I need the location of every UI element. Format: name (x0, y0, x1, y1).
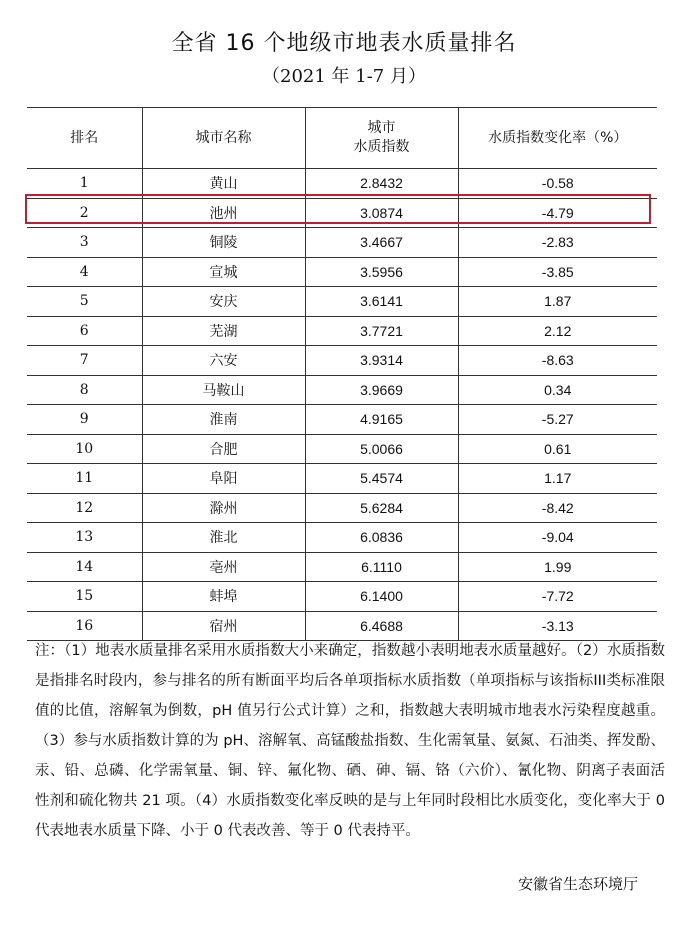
table-row (27, 464, 657, 494)
change-rate-cell: -3.13 (458, 611, 657, 641)
table-row (27, 552, 657, 582)
table-header-row (27, 108, 657, 169)
table-row (27, 198, 657, 228)
change-rate-cell: 1.17 (458, 464, 657, 494)
rank-cell: 14 (27, 552, 142, 582)
change-rate-cell: 1.87 (458, 287, 657, 317)
city-cell: 马鞍山 (142, 375, 305, 405)
city-cell: 安庆 (142, 287, 305, 317)
change-rate-cell: 2.12 (458, 316, 657, 346)
water-index-cell: 6.0836 (305, 523, 458, 553)
rank-cell: 10 (27, 434, 142, 464)
water-index-cell: 5.0066 (305, 434, 458, 464)
table-row (27, 582, 657, 612)
rank-cell: 16 (27, 611, 142, 641)
rank-cell: 13 (27, 523, 142, 553)
rank-cell: 9 (27, 405, 142, 435)
issuer-signature: 安徽省生态环境厅 (517, 875, 638, 893)
rank-cell: 12 (27, 493, 142, 523)
rank-cell: 11 (27, 464, 142, 494)
city-cell: 黄山 (142, 169, 305, 199)
water-index-cell: 3.6141 (305, 287, 458, 317)
city-cell: 淮南 (142, 405, 305, 435)
table-row (27, 346, 657, 376)
table-row (27, 375, 657, 405)
header-index-line1: 城市 (367, 120, 396, 136)
table-row (27, 493, 657, 523)
header-rank: 排名 (27, 108, 142, 169)
city-cell: 淮北 (142, 523, 305, 553)
water-index-cell: 3.9669 (305, 375, 458, 405)
city-cell: 铜陵 (142, 228, 305, 258)
rank-cell: 6 (27, 316, 142, 346)
city-cell: 阜阳 (142, 464, 305, 494)
change-rate-cell: 0.34 (458, 375, 657, 405)
change-rate-cell: -5.27 (458, 405, 657, 435)
water-index-cell: 3.9314 (305, 346, 458, 376)
city-cell: 六安 (142, 346, 305, 376)
water-index-cell: 6.1110 (305, 552, 458, 582)
change-rate-cell: -8.63 (458, 346, 657, 376)
water-index-cell: 3.4667 (305, 228, 458, 258)
change-rate-cell: -7.72 (458, 582, 657, 612)
water-index-cell: 4.9165 (305, 405, 458, 435)
city-cell: 亳州 (142, 552, 305, 582)
table-row (27, 523, 657, 553)
rank-cell: 1 (27, 169, 142, 199)
change-rate-cell: -2.83 (458, 228, 657, 258)
change-rate-cell: -0.58 (458, 169, 657, 199)
rank-cell: 4 (27, 257, 142, 287)
city-cell: 池州 (142, 198, 305, 228)
document-title: 全省 16 个地级市地表水质量排名 (171, 31, 517, 56)
table-row (27, 434, 657, 464)
city-cell: 宣城 (142, 257, 305, 287)
table-row (27, 287, 657, 317)
header-city: 城市名称 (142, 108, 305, 169)
water-index-cell: 5.4574 (305, 464, 458, 494)
water-index-cell: 2.8432 (305, 169, 458, 199)
document-subtitle: （2021 年 1-7 月） (262, 66, 426, 87)
change-rate-cell: 1.99 (458, 552, 657, 582)
change-rate-cell: -9.04 (458, 523, 657, 553)
water-index-cell: 6.4688 (305, 611, 458, 641)
table-row (27, 316, 657, 346)
rank-cell: 3 (27, 228, 142, 258)
rank-cell: 5 (27, 287, 142, 317)
water-index-cell: 3.5956 (305, 257, 458, 287)
rank-cell: 7 (27, 346, 142, 376)
water-index-cell: 6.1400 (305, 582, 458, 612)
water-index-cell: 3.0874 (305, 198, 458, 228)
city-cell: 合肥 (142, 434, 305, 464)
water-index-cell: 5.6284 (305, 493, 458, 523)
ranking-table (27, 107, 657, 641)
rank-cell: 8 (27, 375, 142, 405)
change-rate-cell: -4.79 (458, 198, 657, 228)
city-cell: 滁州 (142, 493, 305, 523)
header-change-rate: 水质指数变化率（%） (458, 108, 657, 169)
city-cell: 蚌埠 (142, 582, 305, 612)
rank-cell: 15 (27, 582, 142, 612)
notes-paragraph: 注：（1）地表水质量排名采用水质指数大小来确定，指数越小表明地表水质量越好。（2）水质指数是指排名时段内，参与排名的所有断面平均后各单项指标水质指数（单项指标与该指标III类标准限值的比值，溶解氧为倒数，pH 值另行公式计算）之和，指数越大表明城市地表水污染程度越重。（3）参与水质指数计算的为 pH、溶解氧、高锰酸盐指数、生化需氧量、氨氮、石油类、挥发酚、汞、铅、总磷、化学需氧量、铜、锌、氟化物、硒、砷、镉、铬（六价）、氰化物、阴离子表面活性剂和硫化物共 21 项。（4）水质指数变化率反映的是与上年同时段相比水质变化，变化率大于 0 代表地表水质量下降、小于 0 代表改善、等于 0 代表持平。 (35, 643, 665, 839)
city-cell: 芜湖 (142, 316, 305, 346)
header-water-index (305, 108, 458, 169)
water-index-cell: 3.7721 (305, 316, 458, 346)
city-cell: 宿州 (142, 611, 305, 641)
table-row (27, 405, 657, 435)
rank-cell: 2 (27, 198, 142, 228)
table-row (27, 228, 657, 258)
change-rate-cell: -3.85 (458, 257, 657, 287)
table-row (27, 257, 657, 287)
table-row (27, 169, 657, 199)
change-rate-cell: 0.61 (458, 434, 657, 464)
header-index-line2: 水质指数 (353, 139, 410, 155)
change-rate-cell: -8.42 (458, 493, 657, 523)
